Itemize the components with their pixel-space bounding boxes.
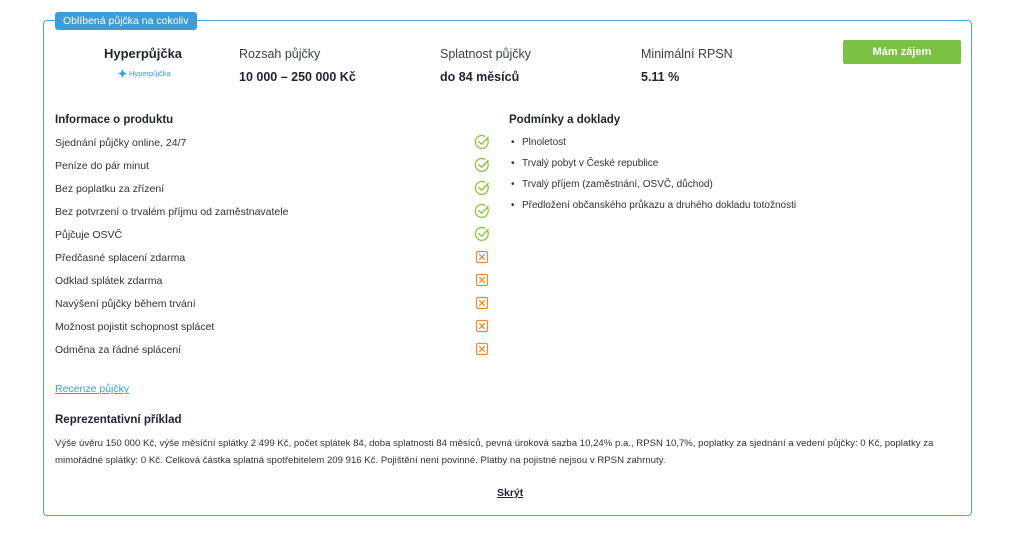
condition-item: • Trvalý příjem (zaměstnání, OSVČ, důchod) [522, 179, 713, 190]
review-link[interactable]: Recenze půjčky [55, 383, 130, 395]
term-value: do 84 měsíců [440, 70, 520, 84]
check-circle-icon [474, 226, 490, 242]
feature-label: Peníze do pár minut [55, 160, 149, 172]
example-text: Výše úvěru 150 000 Kč, výše měsíční splátky 2 499 Kč, počet splátek 84, doba splatnosti 84 měsíců, pevná úroková sazba 10,24% p.a., RPSN 10,7%, poplatky za sjednání a vedení půjčky: 0 Kč, poplatky za mimořádné splátky: 0 Kč. Celková částka splatná spotřebitelem 209 916 Kč. Pojištění není povinné. Platby na pojistné nejsou v RPSN zahrnuty. [55, 438, 934, 466]
card-ribbon: Oblíbená půjčka na cokoliv [55, 12, 197, 30]
cross-box-icon [474, 295, 490, 311]
condition-item: • Předložení občanského průkazu a druhého dokladu totožnosti [522, 200, 796, 211]
lender-name: Hyperpůjčka [104, 46, 183, 61]
feature-label: Bez potvrzení o trvalém příjmu od zaměstnavatele [55, 206, 289, 218]
condition-item: • Trvalý pobyt v České republice [522, 158, 658, 169]
check-circle-icon [474, 180, 490, 196]
feature-label: Předčasné splacení zdarma [55, 252, 186, 264]
cross-box-icon [474, 341, 490, 357]
cross-box-icon [474, 249, 490, 265]
product-info-title: Informace o produktu [55, 114, 174, 126]
feature-label: Navýšení půjčky během trvání [55, 298, 196, 310]
term-label: Splatnost půjčky [440, 47, 532, 61]
check-circle-icon [474, 134, 490, 150]
feature-label: Sjednání půjčky online, 24/7 [55, 137, 187, 149]
rpsn-label: Minimální RPSN [641, 47, 733, 61]
hide-button[interactable]: Skrýt [497, 487, 524, 499]
rpsn-value: 5.11 % [641, 70, 680, 84]
feature-label: Půjčuje OSVČ [55, 229, 123, 241]
feature-label: Odklad splátek zdarma [55, 275, 163, 287]
condition-item: • Plnoletost [522, 137, 566, 148]
logo-text: Hyperpůjčka [129, 69, 171, 78]
range-value: 10 000 – 250 000 Kč [239, 70, 356, 84]
range-label: Rozsah půjčky [239, 47, 321, 61]
interest-button[interactable]: Mám zájem [843, 40, 961, 64]
example-title: Reprezentativní příklad [55, 414, 182, 426]
feature-label: Možnost pojistit schopnost splácet [55, 321, 215, 333]
cross-box-icon [474, 272, 490, 288]
feature-label: Odměna za řádné splácení [55, 344, 182, 356]
conditions-title: Podmínky a doklady [509, 114, 621, 126]
lender-logo [118, 69, 171, 78]
cross-box-icon [474, 318, 490, 334]
feature-label: Bez poplatku za zřízení [55, 183, 165, 195]
check-circle-icon [474, 203, 490, 219]
logo-mark-icon [118, 69, 127, 78]
check-circle-icon [474, 157, 490, 173]
